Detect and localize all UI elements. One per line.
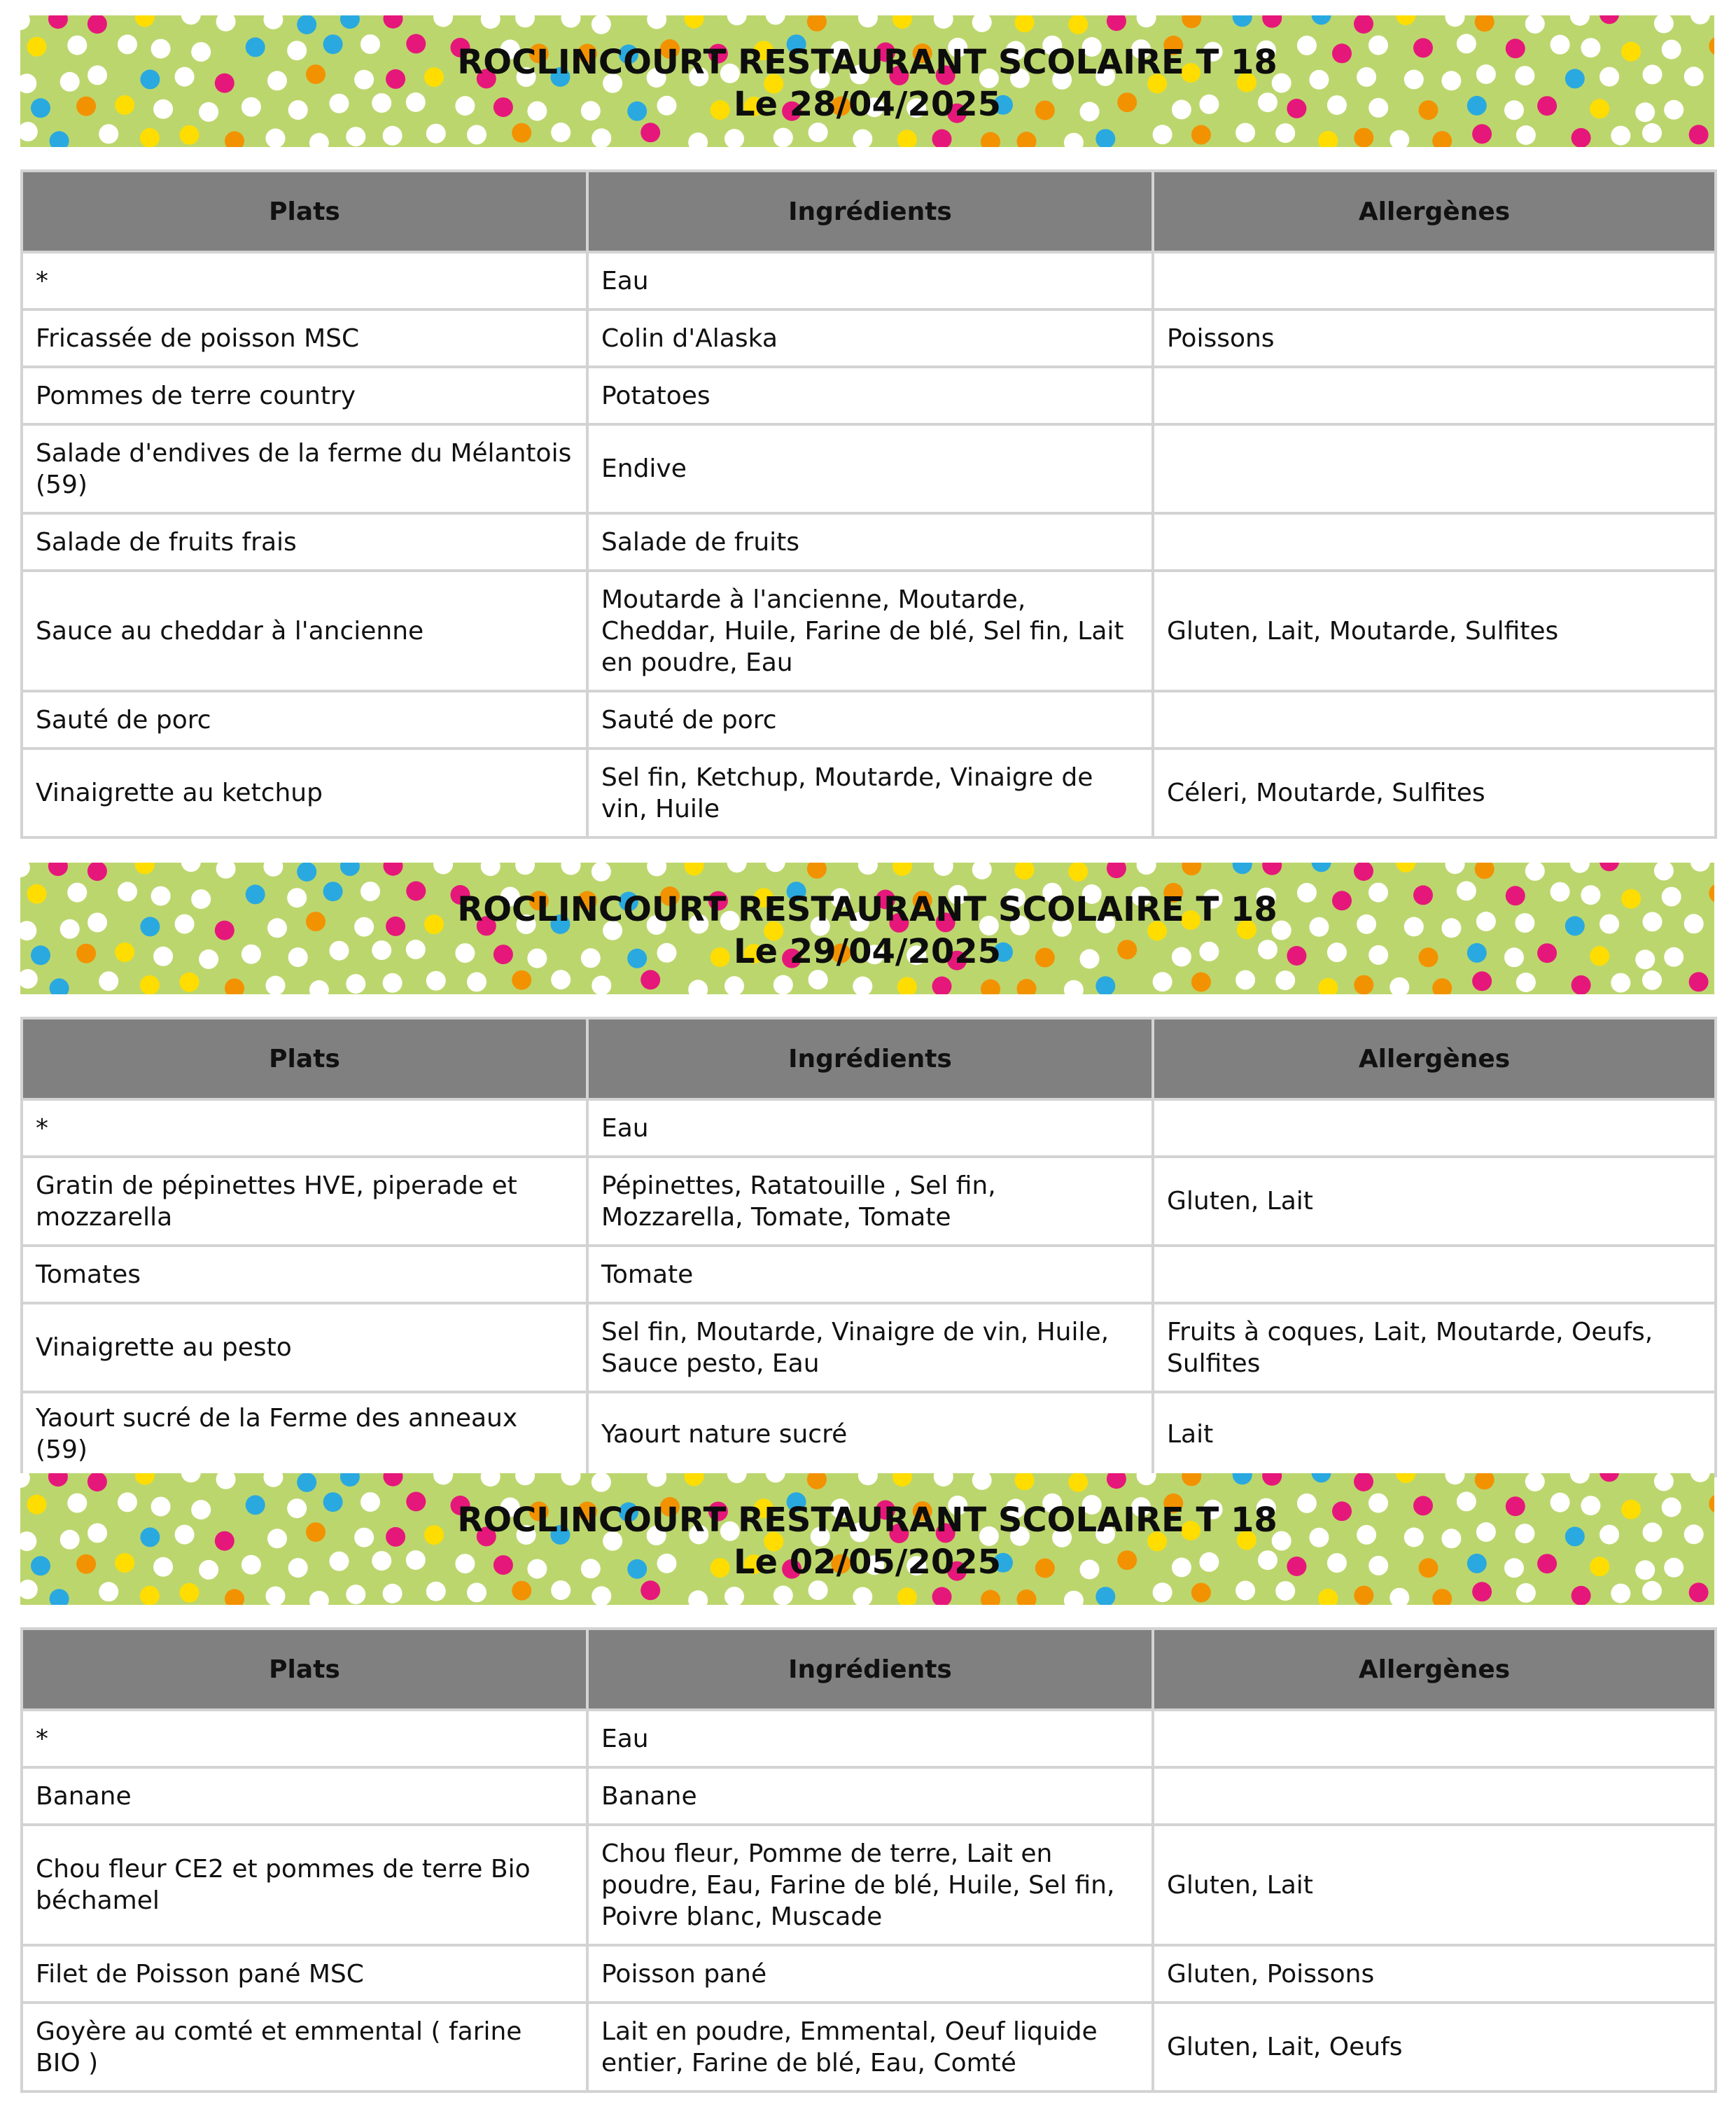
cell-ingredients: Banane xyxy=(587,1767,1153,1825)
cell-plat: Gratin de pépinettes HVE, piperade et mozzarella xyxy=(22,1157,587,1246)
cell-ingredients: Colin d'Alaska xyxy=(587,309,1153,367)
cell-plat: Tomates xyxy=(22,1246,587,1303)
table-row xyxy=(22,513,1716,571)
restaurant-name: ROCLINCOURT RESTAURANT SCOLAIRE T 18 xyxy=(457,1501,1278,1540)
table-row xyxy=(22,424,1716,513)
menu-banner xyxy=(20,15,1714,147)
cell-plat: Vinaigrette au pesto xyxy=(22,1303,587,1392)
cell-plat: Goyère au comté et emmental ( farine BIO ) xyxy=(22,2003,587,2091)
cell-allergenes: Gluten, Lait, Moutarde, Sulfites xyxy=(1153,571,1716,691)
cell-plat: Sauce au cheddar à l'ancienne xyxy=(22,571,587,691)
cell-ingredients: Sel fin, Moutarde, Vinaigre de vin, Huile, Sauce pesto, Eau xyxy=(587,1303,1153,1392)
column-header-ingredients: Ingrédients xyxy=(587,1629,1153,1710)
cell-ingredients: Pépinettes, Ratatouille , Sel fin, Mozzarella, Tomate, Tomate xyxy=(587,1157,1153,1246)
cell-plat: Yaourt sucré de la Ferme des anneaux (59) xyxy=(22,1392,587,1476)
menu-banner xyxy=(20,863,1714,994)
menu-date: Le 28/04/2025 xyxy=(733,85,1002,124)
cell-plat: * xyxy=(22,252,587,309)
cell-ingredients: Yaourt nature sucré xyxy=(587,1392,1153,1476)
cell-ingredients: Poisson pané xyxy=(587,1945,1153,2003)
table-row xyxy=(22,1767,1716,1825)
cell-plat: Filet de Poisson pané MSC xyxy=(22,1945,587,2003)
cell-allergenes xyxy=(1153,1099,1716,1157)
restaurant-name: ROCLINCOURT RESTAURANT SCOLAIRE T 18 xyxy=(457,890,1278,929)
table-row xyxy=(22,1945,1716,2003)
column-header-allergenes: Allergènes xyxy=(1153,1018,1716,1099)
cell-allergenes xyxy=(1153,691,1716,749)
cell-allergenes xyxy=(1153,424,1716,513)
cell-ingredients: Eau xyxy=(587,252,1153,309)
table-row xyxy=(22,1303,1716,1392)
table-row xyxy=(22,691,1716,749)
banner-title xyxy=(20,15,1714,147)
menu-section-3 xyxy=(20,1473,1714,2077)
table-row xyxy=(22,252,1716,309)
cell-allergenes: Céleri, Moutarde, Sulfites xyxy=(1153,749,1716,837)
column-header-plats: Plats xyxy=(22,1018,587,1099)
cell-ingredients: Sel fin, Ketchup, Moutarde, Vinaigre de vin, Huile xyxy=(587,749,1153,837)
column-header-allergenes: Allergènes xyxy=(1153,171,1716,252)
cell-plat: Salade d'endives de la ferme du Mélantois (59) xyxy=(22,424,587,513)
cell-plat: Pommes de terre country xyxy=(22,367,587,424)
cell-allergenes: Poissons xyxy=(1153,309,1716,367)
table-row xyxy=(22,1157,1716,1246)
menu-date: Le 29/04/2025 xyxy=(733,932,1002,971)
cell-ingredients: Eau xyxy=(587,1710,1153,1767)
menu-section-1 xyxy=(20,15,1714,823)
banner-title xyxy=(20,1473,1714,1605)
cell-allergenes: Gluten, Lait xyxy=(1153,1825,1716,1945)
cell-ingredients: Lait en poudre, Emmental, Oeuf liquide entier, Farine de blé, Eau, Comté xyxy=(587,2003,1153,2091)
table-row xyxy=(22,1246,1716,1303)
cell-allergenes xyxy=(1153,252,1716,309)
cell-ingredients: Chou fleur, Pomme de terre, Lait en poudre, Eau, Farine de blé, Huile, Sel fin, Poivre blanc, Muscade xyxy=(587,1825,1153,1945)
cell-allergenes xyxy=(1153,1710,1716,1767)
menu-table xyxy=(20,169,1717,839)
cell-ingredients: Moutarde à l'ancienne, Moutarde, Cheddar, Huile, Farine de blé, Sel fin, Lait en poudre, Eau xyxy=(587,571,1153,691)
table-row xyxy=(22,1392,1716,1476)
cell-allergenes xyxy=(1153,1246,1716,1303)
cell-allergenes xyxy=(1153,367,1716,424)
cell-ingredients: Sauté de porc xyxy=(587,691,1153,749)
cell-plat: Sauté de porc xyxy=(22,691,587,749)
column-header-allergenes: Allergènes xyxy=(1153,1629,1716,1710)
cell-ingredients: Endive xyxy=(587,424,1153,513)
cell-ingredients: Potatoes xyxy=(587,367,1153,424)
cell-plat: Chou fleur CE2 et pommes de terre Bio béchamel xyxy=(22,1825,587,1945)
table-row xyxy=(22,571,1716,691)
cell-allergenes: Gluten, Poissons xyxy=(1153,1945,1716,2003)
cell-plat: Fricassée de poisson MSC xyxy=(22,309,587,367)
menu-table xyxy=(20,1017,1717,1477)
table-row xyxy=(22,367,1716,424)
column-header-plats: Plats xyxy=(22,1629,587,1710)
table-row xyxy=(22,1710,1716,1767)
menu-section-2 xyxy=(20,863,1714,1464)
cell-allergenes: Gluten, Lait, Oeufs xyxy=(1153,2003,1716,2091)
column-header-ingredients: Ingrédients xyxy=(587,171,1153,252)
cell-ingredients: Salade de fruits xyxy=(587,513,1153,571)
cell-plat: Salade de fruits frais xyxy=(22,513,587,571)
banner-title xyxy=(20,863,1714,994)
column-header-ingredients: Ingrédients xyxy=(587,1018,1153,1099)
table-row xyxy=(22,749,1716,837)
table-row xyxy=(22,1825,1716,1945)
table-header-row xyxy=(22,1018,1716,1099)
cell-plat: Banane xyxy=(22,1767,587,1825)
menu-banner xyxy=(20,1473,1714,1605)
cell-allergenes: Fruits à coques, Lait, Moutarde, Oeufs, Sulfites xyxy=(1153,1303,1716,1392)
table-header-row xyxy=(22,1629,1716,1710)
cell-plat: * xyxy=(22,1710,587,1767)
table-row xyxy=(22,309,1716,367)
table-row xyxy=(22,1099,1716,1157)
cell-allergenes xyxy=(1153,513,1716,571)
cell-plat: Vinaigrette au ketchup xyxy=(22,749,587,837)
cell-plat: * xyxy=(22,1099,587,1157)
menu-table xyxy=(20,1627,1717,2093)
table-header-row xyxy=(22,171,1716,252)
restaurant-name: ROCLINCOURT RESTAURANT SCOLAIRE T 18 xyxy=(457,43,1278,82)
cell-ingredients: Tomate xyxy=(587,1246,1153,1303)
cell-allergenes xyxy=(1153,1767,1716,1825)
column-header-plats: Plats xyxy=(22,171,587,252)
cell-allergenes: Lait xyxy=(1153,1392,1716,1476)
table-row xyxy=(22,2003,1716,2091)
cell-ingredients: Eau xyxy=(587,1099,1153,1157)
cell-allergenes: Gluten, Lait xyxy=(1153,1157,1716,1246)
menu-date: Le 02/05/2025 xyxy=(733,1543,1002,1582)
